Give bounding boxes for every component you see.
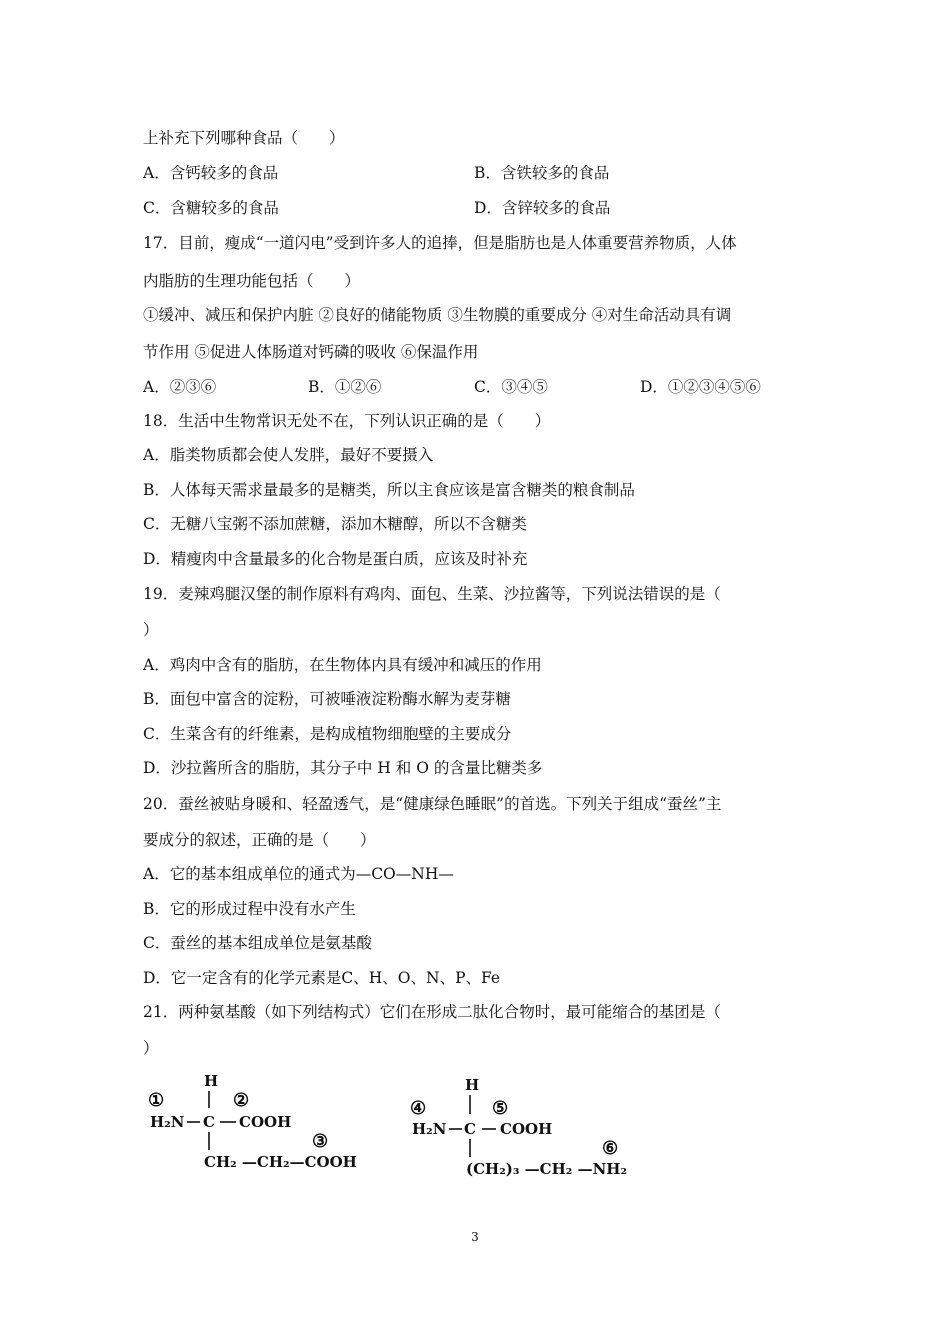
amino-acid-structure-1 [140,1070,380,1175]
q17-stem-line3: ①缓冲、减压和保护内脏 ②良好的储能物质 ③生物膜的重要成分 ④对生命活动具有调 [143,306,732,324]
structure2-carboxyl: COOH [500,1120,553,1138]
structure1-marker-3: ③ [312,1131,329,1152]
structure2-marker-4: ④ [410,1098,427,1119]
q19-option-b: B．面包中富含的淀粉，可被唾液淀粉酶水解为麦芽糖 [143,690,511,708]
structure1-alpha-carbon: C [203,1113,215,1131]
q16-stem-tail: 上补充下列哪种食品（ ） [143,129,345,147]
q16-option-a: A．含钙较多的食品 [143,164,279,182]
q18-stem: 18．生活中生物常识无处不在，下列认识正确的是（ ） [143,412,551,430]
q20-option-a: A．它的基本组成单位的通式为—CO—NH— [143,865,454,883]
amino-acid-structure-2 [400,1074,660,1184]
q18-option-c: C．无糖八宝粥不添加蔗糖，添加木糖醇，所以不含糖类 [143,515,527,533]
structure2-marker-5: ⑤ [492,1098,509,1119]
q20-stem-line1: 20．蚕丝被贴身暖和、轻盈透气，是“健康绿色睡眠”的首选。下列关于组成“蚕丝”主 [143,795,722,813]
q18-option-d: D．精瘦肉中含量最多的化合物是蛋白质，应该及时补充 [143,550,528,568]
structure1-carboxyl: COOH [239,1113,292,1131]
structure1-marker-2: ② [233,1090,250,1111]
q17-option-a: A．②③⑥ [143,378,217,396]
q21-stem-line2: ） [143,1039,159,1057]
q20-option-b: B．它的形成过程中没有水产生 [143,900,356,918]
q17-option-b: B．①②⑥ [308,378,382,396]
structure2-amine: H₂N [412,1120,447,1138]
q17-option-c: C．③④⑤ [474,378,548,396]
structure2-marker-6: ⑥ [602,1138,619,1159]
q19-stem-line1: 19．麦辣鸡腿汉堡的制作原料有鸡肉、面包、生菜、沙拉酱等，下列说法错误的是（ [143,585,721,603]
q19-option-c: C．生菜含有的纤维素，是构成植物细胞壁的主要成分 [143,725,512,743]
q19-option-a: A．鸡肉中含有的脂肪，在生物体内具有缓冲和减压的作用 [143,656,542,674]
structure2-h: H [465,1076,480,1094]
structure1-h: H [204,1072,219,1090]
structure1-amine: H₂N [150,1113,185,1131]
structure1-marker-1: ① [148,1090,165,1111]
structure2-side-chain: (CH₂)₃ —CH₂ —NH₂ [466,1160,628,1178]
q20-option-c: C．蚕丝的基本组成单位是氨基酸 [143,934,372,952]
q17-stem-line1: 17．目前，瘦成“一道闪电”受到许多人的追捧，但是脂肪也是人体重要营养物质，人体 [143,234,737,252]
q18-option-a: A．脂类物质都会使人发胖，最好不要摄入 [143,446,434,464]
q19-option-d: D．沙拉酱所含的脂肪，其分子中 H 和 O 的含量比糖类多 [143,759,543,777]
q16-option-d: D．含锌较多的食品 [474,199,611,217]
q20-option-d: D．它一定含有的化学元素是C、H、O、N、P、Fe [143,969,501,987]
q17-stem-line2: 内脂肪的生理功能包括（ ） [143,272,361,290]
q21-stem-line1: 21．两种氨基酸（如下列结构式）它们在形成二肽化合物时，最可能缩合的基团是（ [143,1003,721,1021]
q20-stem-line2: 要成分的叙述，正确的是（ ） [143,831,376,849]
structure2-alpha-carbon: C [464,1120,476,1138]
page-number: 3 [471,1230,479,1244]
q17-stem-line4: 节作用 ⑤促进人体肠道对钙磷的吸收 ⑥保温作用 [143,343,479,361]
q19-stem-line2: ） [143,621,159,639]
structure1-side-chain: CH₂ —CH₂—COOH [204,1153,357,1171]
q18-option-b: B．人体每天需求量最多的是糖类，所以主食应该是富含糖类的粮食制品 [143,481,635,499]
q17-option-d: D．①②③④⑤⑥ [640,378,761,396]
q16-option-b: B．含铁较多的食品 [474,164,610,182]
q16-option-c: C．含糖较多的食品 [143,199,279,217]
